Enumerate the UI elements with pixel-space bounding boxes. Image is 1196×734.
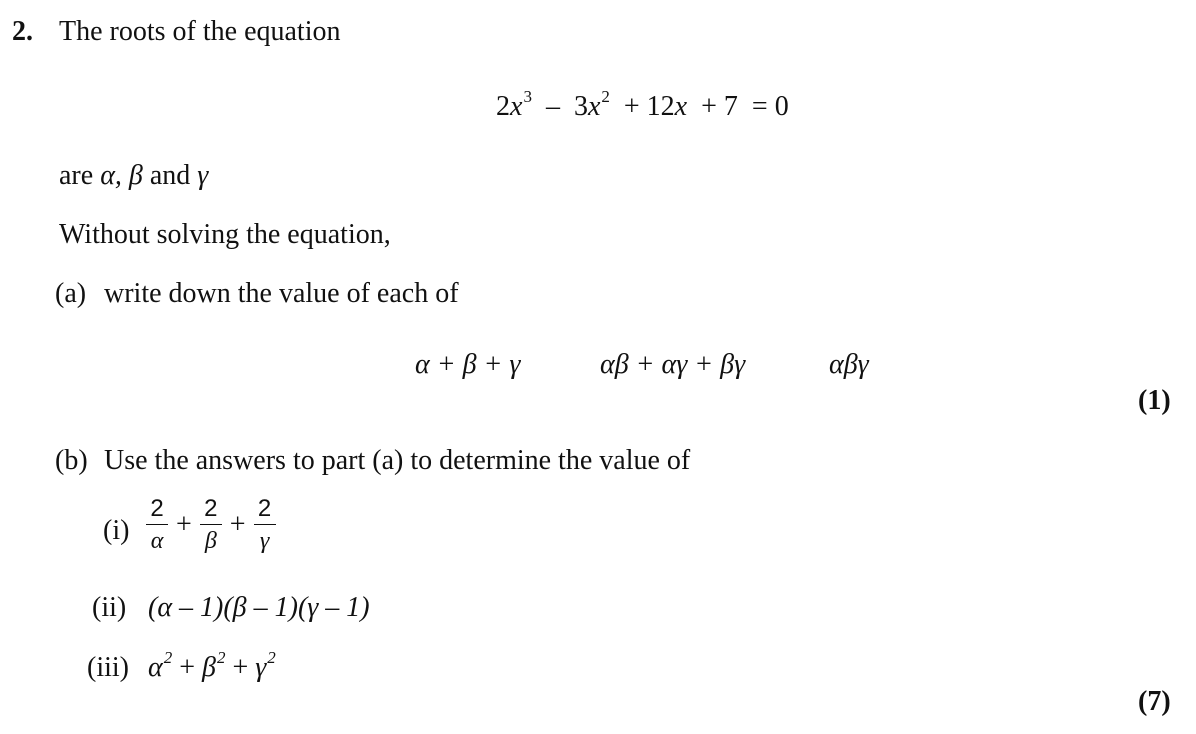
eq-term2-exp: 2 <box>601 87 610 106</box>
roots-line <box>59 162 208 190</box>
instruction-text: Without solving the equation, <box>59 219 391 250</box>
root-alpha: α, <box>100 160 122 191</box>
plus-sign-1: + <box>176 509 192 540</box>
fraction-3-denominator: γ <box>259 528 270 554</box>
part-a-text: write down the value of each of <box>104 278 459 309</box>
fraction-2-over-beta <box>200 497 222 553</box>
plus-sign-2: + <box>229 509 246 540</box>
eq-term4-const: 7 <box>723 91 738 122</box>
product-of-roots: αβγ <box>829 349 869 380</box>
roots-and: and <box>149 160 191 191</box>
part-b-label: (b) <box>55 445 88 476</box>
fraction-3-numerator: 2 <box>254 497 276 525</box>
square-exp-beta: 2 <box>216 648 226 667</box>
eq-term3-var: x <box>674 91 688 122</box>
sum-of-roots: α + β + γ <box>415 349 521 380</box>
fraction-1-numerator: 2 <box>146 497 168 525</box>
sum-of-pair-products: αβ + αγ + βγ <box>600 349 746 380</box>
square-exp-alpha: 2 <box>163 648 173 667</box>
square-base-gamma: γ <box>255 652 267 683</box>
eq-rhs: 0 <box>774 91 789 122</box>
eq-term3-op: + <box>623 91 640 122</box>
eq-term3-coef: 12 <box>646 91 675 122</box>
eq-term1-exp: 3 <box>523 87 532 106</box>
shifted-roots-product: (α – 1)(β – 1)(γ – 1) <box>148 592 370 623</box>
roots-prefix: are <box>59 160 94 191</box>
fraction-2-numerator: 2 <box>200 497 222 525</box>
sum-of-squares-expression <box>148 648 276 683</box>
part-b-iii-label: (iii) <box>87 652 129 683</box>
cubic-equation <box>496 87 789 122</box>
root-gamma: γ <box>197 160 209 191</box>
fraction-2-denominator: β <box>204 528 217 554</box>
part-b-marks: (7) <box>1138 686 1171 717</box>
question-number: 2. <box>12 16 33 47</box>
sq-plus-2: + <box>232 652 249 683</box>
eq-term1-var: x <box>510 91 523 122</box>
eq-term2-var: x <box>587 91 601 122</box>
part-b-ii-label: (ii) <box>92 592 127 623</box>
root-beta: β <box>128 160 143 191</box>
eq-term1-coef: 2 <box>496 91 510 122</box>
eq-term2-coef: 3 <box>573 91 588 122</box>
part-b-text: Use the answers to part (a) to determine the value of <box>104 445 691 476</box>
fraction-2-over-gamma <box>254 497 276 553</box>
fraction-1-denominator: α <box>150 528 164 554</box>
square-exp-gamma: 2 <box>267 648 276 667</box>
square-base-alpha: α <box>148 652 163 683</box>
part-b-i-label: (i) <box>103 515 130 546</box>
sq-plus-1: + <box>179 652 195 683</box>
eq-equals: = <box>751 91 768 122</box>
eq-term2-op: – <box>545 91 560 122</box>
square-base-beta: β <box>202 652 216 683</box>
part-a-label: (a) <box>55 278 87 309</box>
question-intro: The roots of the equation <box>59 16 341 47</box>
eq-term4-op: + <box>701 91 717 122</box>
part-a-marks: (1) <box>1138 385 1171 416</box>
fraction-2-over-alpha <box>146 497 168 553</box>
reciprocal-sum-expression <box>146 497 276 553</box>
